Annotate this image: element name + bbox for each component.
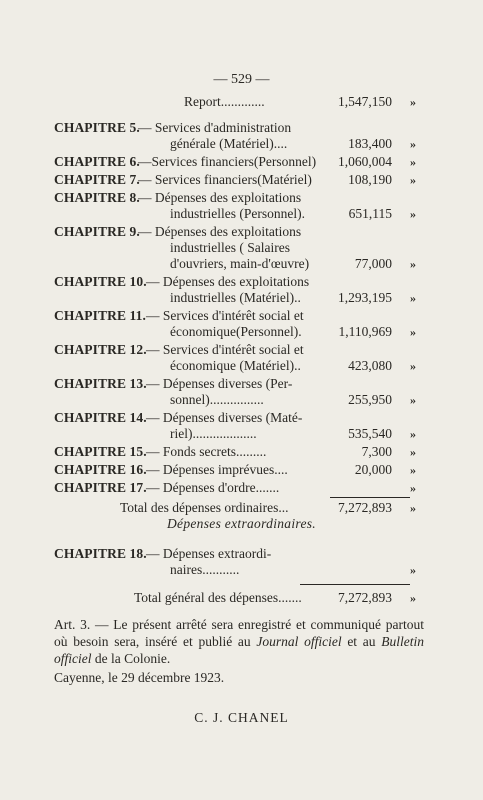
chapter-row — [54, 274, 422, 306]
chapter-row-line — [54, 136, 422, 152]
chapter-title-cont: naires........... — [170, 562, 240, 577]
chapter-row-line — [54, 462, 422, 478]
chapter-row-line — [54, 546, 422, 562]
chapter-title-cont: riel)................... — [170, 426, 257, 441]
article-text-1: Art. 3. — Le présent arrêté sera enregistré et communiqué partout où besoin sera, inséré et publié au — [54, 617, 424, 649]
chapter-title: — Services d'intérêt social et — [146, 308, 304, 323]
extraordinary-section-title: Dépenses extraordinaires. — [167, 516, 316, 531]
bulletin-officiel: Bulletin officiel — [54, 634, 424, 666]
amount: 535,540 — [348, 426, 392, 441]
chapter-number: CHAPITRE 5. — [54, 120, 140, 135]
chapter-row-line — [54, 426, 422, 442]
chapter-row-line — [54, 206, 422, 222]
chapter-title: —Services financiers(Personnel) — [138, 154, 317, 169]
total-general-row-line — [54, 590, 422, 606]
chapter-number: CHAPITRE 13. — [54, 376, 147, 391]
page-number: — 529 — — [213, 72, 270, 87]
chapter-row — [54, 480, 422, 496]
amount-mark: » — [410, 393, 416, 407]
chapter-title-cont: industrielles (Personnel). — [170, 206, 305, 221]
chapter-row — [54, 172, 422, 188]
chapter-title: — Dépenses des exploitations — [146, 274, 310, 289]
chapter-row-line — [54, 376, 422, 392]
chapter-row-line — [54, 290, 422, 306]
chapter-number: CHAPITRE 14. — [54, 410, 147, 425]
chapter-row-line — [54, 240, 422, 256]
chapter-number: CHAPITRE 8. — [54, 190, 140, 205]
chapter-row — [54, 120, 422, 152]
chapter-title: — Dépenses imprévues.... — [146, 462, 288, 477]
article-text-3: de la Colonie. — [91, 651, 171, 666]
amount-mark: » — [410, 359, 416, 373]
chapter-row-line — [54, 224, 422, 240]
chapter-number: CHAPITRE 7. — [54, 172, 140, 187]
chapter-title: — Dépenses d'ordre....... — [146, 480, 280, 495]
amount: 1,060,004 — [338, 154, 392, 169]
chapter-number: CHAPITRE 6. — [54, 154, 140, 169]
date-line: Cayenne, le 29 décembre 1923. — [54, 670, 225, 685]
amount-mark: » — [410, 591, 416, 605]
chapter-number: CHAPITRE 16. — [54, 462, 147, 477]
chapter-title-cont: industrielles (Matériel).. — [170, 290, 301, 305]
chapter-number: CHAPITRE 10. — [54, 274, 147, 289]
chapter-row — [54, 342, 422, 374]
total-ordinary-row-line — [54, 500, 422, 516]
chapter-row — [54, 154, 422, 170]
chapter-title: — Dépenses des exploitations — [138, 224, 302, 239]
total-general-row — [54, 590, 422, 606]
chapter-title-cont: industrielles ( Salaires — [170, 240, 290, 255]
chapter-row-line — [54, 308, 422, 324]
chapter-title-cont: sonnel)................ — [170, 392, 264, 407]
total-general-rule — [300, 584, 410, 585]
amount: 651,115 — [348, 206, 392, 221]
article-text-2: et au — [341, 634, 382, 649]
chapter-row-line — [54, 480, 422, 496]
chapter-number: CHAPITRE 15. — [54, 444, 147, 459]
chapter-title-cont: Total général des dépenses....... — [134, 590, 302, 605]
article-3 — [54, 616, 424, 667]
chapter-title-cont: économique (Matériel).. — [170, 358, 301, 373]
amount: 1,293,195 — [338, 290, 392, 305]
amount: 108,190 — [348, 172, 392, 187]
amount-mark: » — [410, 563, 416, 577]
amount: 423,080 — [348, 358, 392, 373]
chapter-row-line — [54, 172, 422, 188]
chapter-title-cont: Total des dépenses ordinaires... — [120, 500, 289, 515]
amount: 255,950 — [348, 392, 392, 407]
chapter-row — [54, 308, 422, 340]
chapter-row-line — [54, 120, 422, 136]
total-rule — [330, 497, 410, 498]
amount-mark: » — [410, 291, 416, 305]
chapter-number: CHAPITRE 12. — [54, 342, 147, 357]
amount-mark: » — [410, 463, 416, 477]
chapter-title-cont: Report............. — [184, 94, 265, 109]
amount-mark: » — [410, 445, 416, 459]
chapter-row-line — [54, 562, 422, 578]
chapter-title: — Services d'administration — [138, 120, 292, 135]
chapter-number: CHAPITRE 9. — [54, 224, 140, 239]
report-row-line — [54, 94, 422, 110]
chapter-number: CHAPITRE 18. — [54, 546, 147, 561]
chapter-title-cont: d'ouvriers, main-d'œuvre) — [170, 256, 310, 271]
amount-mark: » — [410, 173, 416, 187]
chapter-row — [54, 444, 422, 460]
amount: 20,000 — [354, 462, 392, 477]
chapter-row-line — [54, 410, 422, 426]
chapter-title: — Dépenses diverses (Per- — [146, 376, 293, 391]
chapter-row-line — [54, 444, 422, 460]
amount-mark: » — [410, 137, 416, 151]
chapter-title: — Dépenses des exploitations — [138, 190, 302, 205]
amount: 7,272,893 — [338, 500, 392, 515]
chapter-row-line — [54, 342, 422, 358]
chapter-number: CHAPITRE 11. — [54, 308, 146, 323]
amount-mark: » — [410, 207, 416, 221]
chapter-row — [54, 462, 422, 478]
chapter-title: — Dépenses diverses (Maté- — [146, 410, 303, 425]
amount: 1,110,969 — [338, 324, 392, 339]
amount: 183,400 — [348, 136, 392, 151]
amount: 7,272,893 — [338, 590, 392, 605]
chapter-row — [54, 224, 422, 272]
total-ordinary-row — [54, 500, 422, 516]
chapter-title: — Services financiers(Matériel) — [138, 172, 312, 187]
amount: 7,300 — [361, 444, 392, 459]
amount: 1,547,150 — [338, 94, 392, 109]
chapter-title: — Dépenses extraordi- — [146, 546, 272, 561]
chapter-title-cont: générale (Matériel).... — [170, 136, 288, 151]
chapter-row — [54, 376, 422, 408]
journal-officiel: Journal officiel — [256, 634, 342, 649]
chapter-row — [54, 546, 422, 578]
chapter-title: — Fonds secrets......... — [146, 444, 267, 459]
chapter-row-line — [54, 358, 422, 374]
amount: 77,000 — [354, 256, 392, 271]
amount-mark: » — [410, 427, 416, 441]
chapter-number: CHAPITRE 17. — [54, 480, 147, 495]
chapter-title-cont: économique(Personnel). — [170, 324, 302, 339]
chapter-title: — Services d'intérêt social et — [146, 342, 304, 357]
amount-mark: » — [410, 257, 416, 271]
chapter-row-line — [54, 190, 422, 206]
chapter-row-line — [54, 274, 422, 290]
chapter-row-line — [54, 392, 422, 408]
amount-mark: » — [410, 155, 416, 169]
chapter-row-line — [54, 154, 422, 170]
chapter-row-line — [54, 324, 422, 340]
amount-mark: » — [410, 325, 416, 339]
chapter-row — [54, 410, 422, 442]
amount-mark: » — [410, 501, 416, 515]
chapter-row — [54, 190, 422, 222]
chapter-row-line — [54, 256, 422, 272]
signature: C. J. CHANEL — [194, 710, 289, 725]
amount-mark: » — [410, 95, 416, 109]
report-row — [54, 94, 422, 110]
amount-mark: » — [410, 481, 416, 495]
